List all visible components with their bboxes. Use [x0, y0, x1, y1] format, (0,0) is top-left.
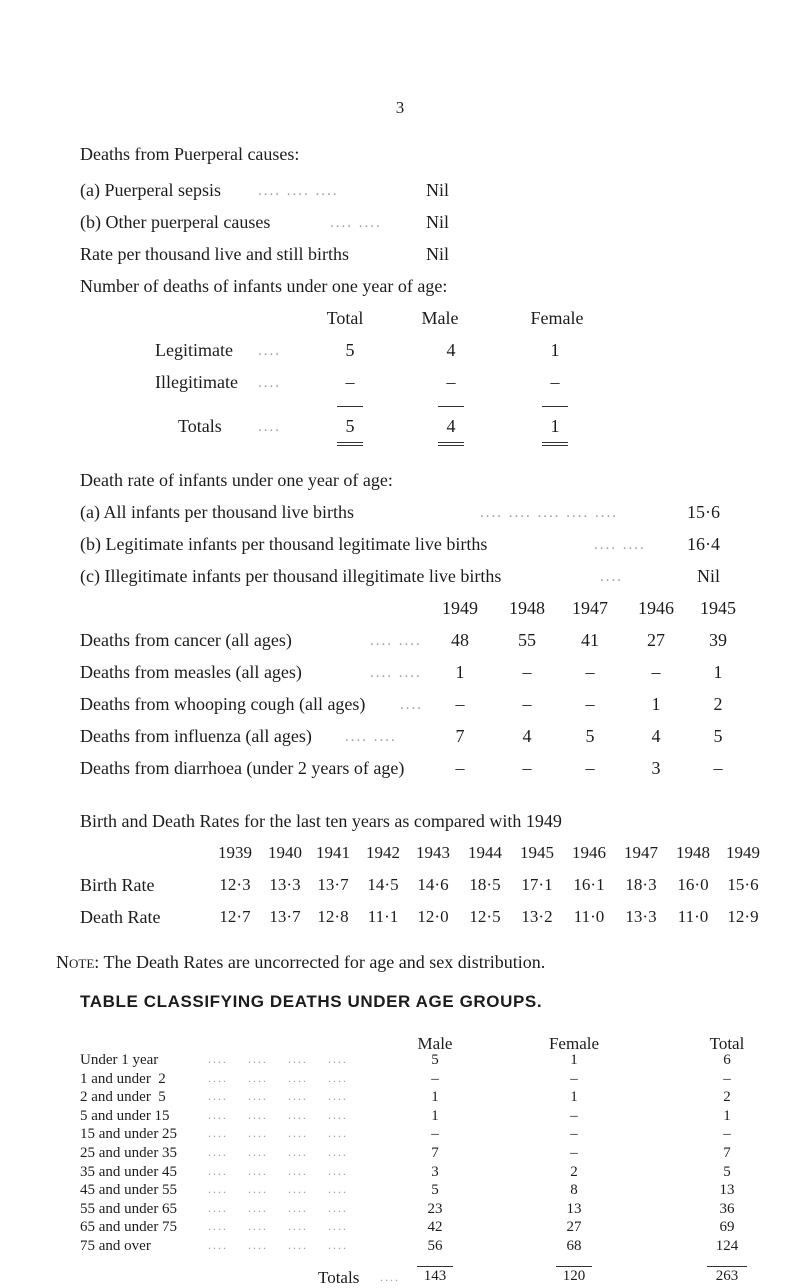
- leader-dots: .... ....: [594, 537, 646, 553]
- age-cell: 42: [427, 1219, 443, 1235]
- age-cell: 1: [723, 1108, 731, 1124]
- row-label: Deaths from diarrhoea (under 2 years of age): [80, 758, 405, 778]
- cell: 55: [518, 630, 536, 650]
- age-cell: 7: [431, 1145, 439, 1161]
- age-cell: 23: [427, 1201, 443, 1217]
- year-header: 1947: [624, 843, 658, 862]
- sum-rule: [542, 406, 568, 407]
- age-cell: 13: [719, 1182, 735, 1198]
- sum-rule: [337, 406, 363, 407]
- totals-label: Totals: [318, 1268, 360, 1287]
- total-double-rule: [542, 442, 568, 446]
- age-cell: 7: [723, 1145, 731, 1161]
- cell: 1: [713, 662, 723, 682]
- cell: –: [651, 662, 661, 682]
- age-cell: 8: [570, 1182, 578, 1198]
- year-header: 1944: [468, 843, 502, 862]
- column-header: Total: [709, 1034, 745, 1053]
- cell: 11·0: [573, 907, 605, 926]
- leader-dots: .... .... .... ....: [208, 1201, 348, 1215]
- column-header: Female: [548, 1034, 600, 1053]
- age-row-label: 25 and under 35: [80, 1145, 178, 1161]
- row-label: Deaths from whooping cough (all ages): [80, 694, 366, 714]
- year-header: 1949: [726, 843, 760, 862]
- cell: 14·5: [367, 875, 399, 894]
- row-value: Nil: [696, 566, 720, 586]
- cell: –: [455, 758, 465, 778]
- age-cell: 2: [570, 1164, 578, 1180]
- leader-dots: .... ....: [330, 215, 382, 231]
- age-table-title: TABLE CLASSIFYING DEATHS UNDER AGE GROUPS.: [80, 992, 543, 1011]
- puerperal-row-label: Rate per thousand live and still births: [80, 244, 349, 264]
- leader-dots: .... ....: [345, 729, 397, 745]
- puerperal-row-value: Nil: [426, 180, 450, 200]
- cell: 5: [345, 416, 355, 436]
- cell: 4: [651, 726, 661, 746]
- age-row-label: 65 and under 75: [80, 1219, 178, 1235]
- cell: 1: [550, 416, 560, 436]
- cell: 11·1: [367, 907, 399, 926]
- age-cell: 68: [566, 1238, 582, 1254]
- age-row-label: 55 and under 65: [80, 1201, 178, 1217]
- cell: 12·8: [317, 907, 349, 926]
- age-cell: 124: [715, 1238, 739, 1254]
- row-label: Deaths from cancer (all ages): [80, 630, 292, 650]
- row-label: Death Rate: [80, 907, 161, 927]
- age-total-cell: 120: [562, 1268, 586, 1284]
- cell: 1: [550, 340, 560, 360]
- leader-dots: .... .... .... ....: [208, 1238, 348, 1252]
- leader-dots: .... .... .... ....: [208, 1108, 348, 1122]
- age-cell: 36: [719, 1201, 735, 1217]
- year-header: 1948: [509, 598, 545, 618]
- cell: 41: [581, 630, 599, 650]
- cell: 12·0: [417, 907, 449, 926]
- leader-dots: .... .... .... .... ....: [480, 505, 618, 521]
- cell: 1: [455, 662, 465, 682]
- row-value: 15·6: [687, 502, 720, 522]
- year-header: 1946: [638, 598, 674, 618]
- note-text: : The Death Rates are uncorrected for age and sex distribution.: [94, 952, 546, 972]
- age-total-cell: 143: [423, 1268, 447, 1284]
- age-cell: 56: [427, 1238, 443, 1254]
- age-cell: 1: [570, 1052, 578, 1068]
- year-header: 1946: [572, 843, 606, 862]
- age-row-label: 45 and under 55: [80, 1182, 178, 1198]
- cell: 13·3: [269, 875, 301, 894]
- leader-dots: .... .... .... ....: [208, 1126, 348, 1140]
- row-label: Illegitimate: [155, 372, 238, 392]
- sum-rule: [707, 1266, 747, 1267]
- cell: –: [585, 662, 595, 682]
- sum-rule: [417, 1266, 453, 1267]
- year-header: 1948: [676, 843, 710, 862]
- age-cell: –: [431, 1071, 439, 1087]
- cell: 12·3: [219, 875, 251, 894]
- cell: 16·1: [573, 875, 605, 894]
- cell: 12·7: [219, 907, 251, 926]
- cell: 39: [709, 630, 727, 650]
- age-cell: 2: [723, 1089, 731, 1105]
- leader-dots: ....: [400, 697, 423, 713]
- cell: 2: [713, 694, 723, 714]
- leader-dots: ....: [380, 1270, 400, 1284]
- cell: 4: [522, 726, 532, 746]
- total-double-rule: [337, 442, 363, 446]
- age-cell: 5: [431, 1052, 439, 1068]
- column-header: Male: [417, 1034, 453, 1053]
- row-label: (c) Illegitimate infants per thousand illegitimate live births: [80, 566, 502, 586]
- year-header: 1945: [520, 843, 554, 862]
- totals-label: Totals: [178, 416, 222, 436]
- row-label: Birth Rate: [80, 875, 155, 895]
- cell: –: [455, 694, 465, 714]
- leader-dots: ....: [258, 343, 281, 359]
- year-header: 1939: [218, 843, 252, 862]
- cell: –: [550, 372, 560, 392]
- puerperal-row-value: Nil: [426, 244, 450, 264]
- age-cell: 6: [723, 1052, 731, 1068]
- age-cell: 1: [431, 1089, 439, 1105]
- age-cell: 3: [431, 1164, 439, 1180]
- leader-dots: .... .... .... ....: [208, 1071, 348, 1085]
- row-label: (a) All infants per thousand live births: [80, 502, 354, 522]
- column-header: Male: [421, 308, 459, 328]
- leader-dots: ....: [258, 419, 281, 435]
- cell: –: [522, 758, 532, 778]
- row-label: (b) Legitimate infants per thousand legitimate live births: [80, 534, 488, 554]
- age-row-label: Under 1 year: [80, 1052, 159, 1068]
- cell: 12·5: [469, 907, 501, 926]
- age-row-label: 5 and under 15: [80, 1108, 170, 1124]
- year-header: 1940: [268, 843, 302, 862]
- infants-heading: Number of deaths of infants under one year of age:: [80, 276, 448, 296]
- cell: 17·1: [521, 875, 553, 894]
- cell: 5: [585, 726, 595, 746]
- column-header: Total: [326, 308, 364, 328]
- column-header: Female: [530, 308, 584, 328]
- age-row-label: 15 and under 25: [80, 1126, 178, 1142]
- leader-dots: .... .... ....: [258, 183, 339, 199]
- cell: –: [345, 372, 355, 392]
- cell: 5: [345, 340, 355, 360]
- age-cell: –: [723, 1071, 731, 1087]
- cell: 13·2: [521, 907, 553, 926]
- age-cell: –: [570, 1108, 578, 1124]
- cell: –: [522, 662, 532, 682]
- leader-dots: .... .... .... ....: [208, 1164, 348, 1178]
- cell: –: [446, 372, 456, 392]
- cell: 13·7: [317, 875, 349, 894]
- age-cell: –: [570, 1071, 578, 1087]
- puerperal-heading: Deaths from Puerperal causes:: [80, 144, 300, 164]
- year-header: 1942: [366, 843, 400, 862]
- cell: 12·9: [727, 907, 759, 926]
- cell: 1: [651, 694, 661, 714]
- age-row-label: 35 and under 45: [80, 1164, 178, 1180]
- row-value: 16·4: [687, 534, 720, 554]
- leader-dots: ....: [600, 569, 623, 585]
- age-cell: 1: [431, 1108, 439, 1124]
- cell: 16·0: [677, 875, 709, 894]
- page-number: 3: [395, 98, 405, 117]
- cell: 5: [713, 726, 723, 746]
- cell: 11·0: [677, 907, 709, 926]
- cell: 13·3: [625, 907, 657, 926]
- cell: 4: [446, 416, 456, 436]
- cell: 13·7: [269, 907, 301, 926]
- year-header: 1949: [442, 598, 478, 618]
- cell: 7: [455, 726, 465, 746]
- year-header: 1943: [416, 843, 450, 862]
- row-label: Deaths from influenza (all ages): [80, 726, 312, 746]
- note: [56, 952, 545, 973]
- age-row-label: 1 and under 2: [80, 1071, 166, 1087]
- ten-year-heading: Birth and Death Rates for the last ten years as compared with 1949: [80, 811, 562, 831]
- leader-dots: .... .... .... ....: [208, 1089, 348, 1103]
- cell: 15·6: [727, 875, 759, 894]
- cell: –: [522, 694, 532, 714]
- age-row-label: 75 and over: [80, 1238, 151, 1254]
- age-cell: 13: [566, 1201, 582, 1217]
- age-cell: –: [570, 1126, 578, 1142]
- age-row-label: 2 and under 5: [80, 1089, 166, 1105]
- leader-dots: .... .... .... ....: [208, 1145, 348, 1159]
- row-label: Legitimate: [155, 340, 233, 360]
- age-cell: –: [570, 1145, 578, 1161]
- year-header: 1945: [700, 598, 736, 618]
- puerperal-row-label: (a) Puerperal sepsis: [80, 180, 221, 200]
- age-cell: 27: [566, 1219, 582, 1235]
- age-cell: 5: [431, 1182, 439, 1198]
- leader-dots: .... .... .... ....: [208, 1052, 348, 1066]
- leader-dots: .... .... .... ....: [208, 1219, 348, 1233]
- puerperal-row-value: Nil: [426, 212, 450, 232]
- total-double-rule: [438, 442, 464, 446]
- leader-dots: .... ....: [370, 665, 422, 681]
- age-cell: –: [431, 1126, 439, 1142]
- cell: 18·3: [625, 875, 657, 894]
- cell: 18·5: [469, 875, 501, 894]
- leader-dots: ....: [258, 375, 281, 391]
- leader-dots: .... ....: [370, 633, 422, 649]
- age-cell: –: [723, 1126, 731, 1142]
- year-header: 1947: [572, 598, 608, 618]
- row-label: Deaths from measles (all ages): [80, 662, 302, 682]
- sum-rule: [438, 406, 464, 407]
- cell: 3: [651, 758, 661, 778]
- puerperal-row-label: (b) Other puerperal causes: [80, 212, 271, 232]
- age-cell: 69: [719, 1219, 735, 1235]
- cell: 48: [451, 630, 469, 650]
- age-cell: 5: [723, 1164, 731, 1180]
- sum-rule: [556, 1266, 592, 1267]
- year-header: 1941: [316, 843, 350, 862]
- cell: 14·6: [417, 875, 449, 894]
- infant-rate-heading: Death rate of infants under one year of age:: [80, 470, 393, 490]
- age-cell: 1: [570, 1089, 578, 1105]
- leader-dots: .... .... .... ....: [208, 1182, 348, 1196]
- cell: 27: [647, 630, 665, 650]
- cell: –: [713, 758, 723, 778]
- cell: –: [585, 694, 595, 714]
- note-label: Note: [56, 952, 95, 972]
- cell: 4: [446, 340, 456, 360]
- cell: –: [585, 758, 595, 778]
- age-total-cell: 263: [715, 1268, 739, 1284]
